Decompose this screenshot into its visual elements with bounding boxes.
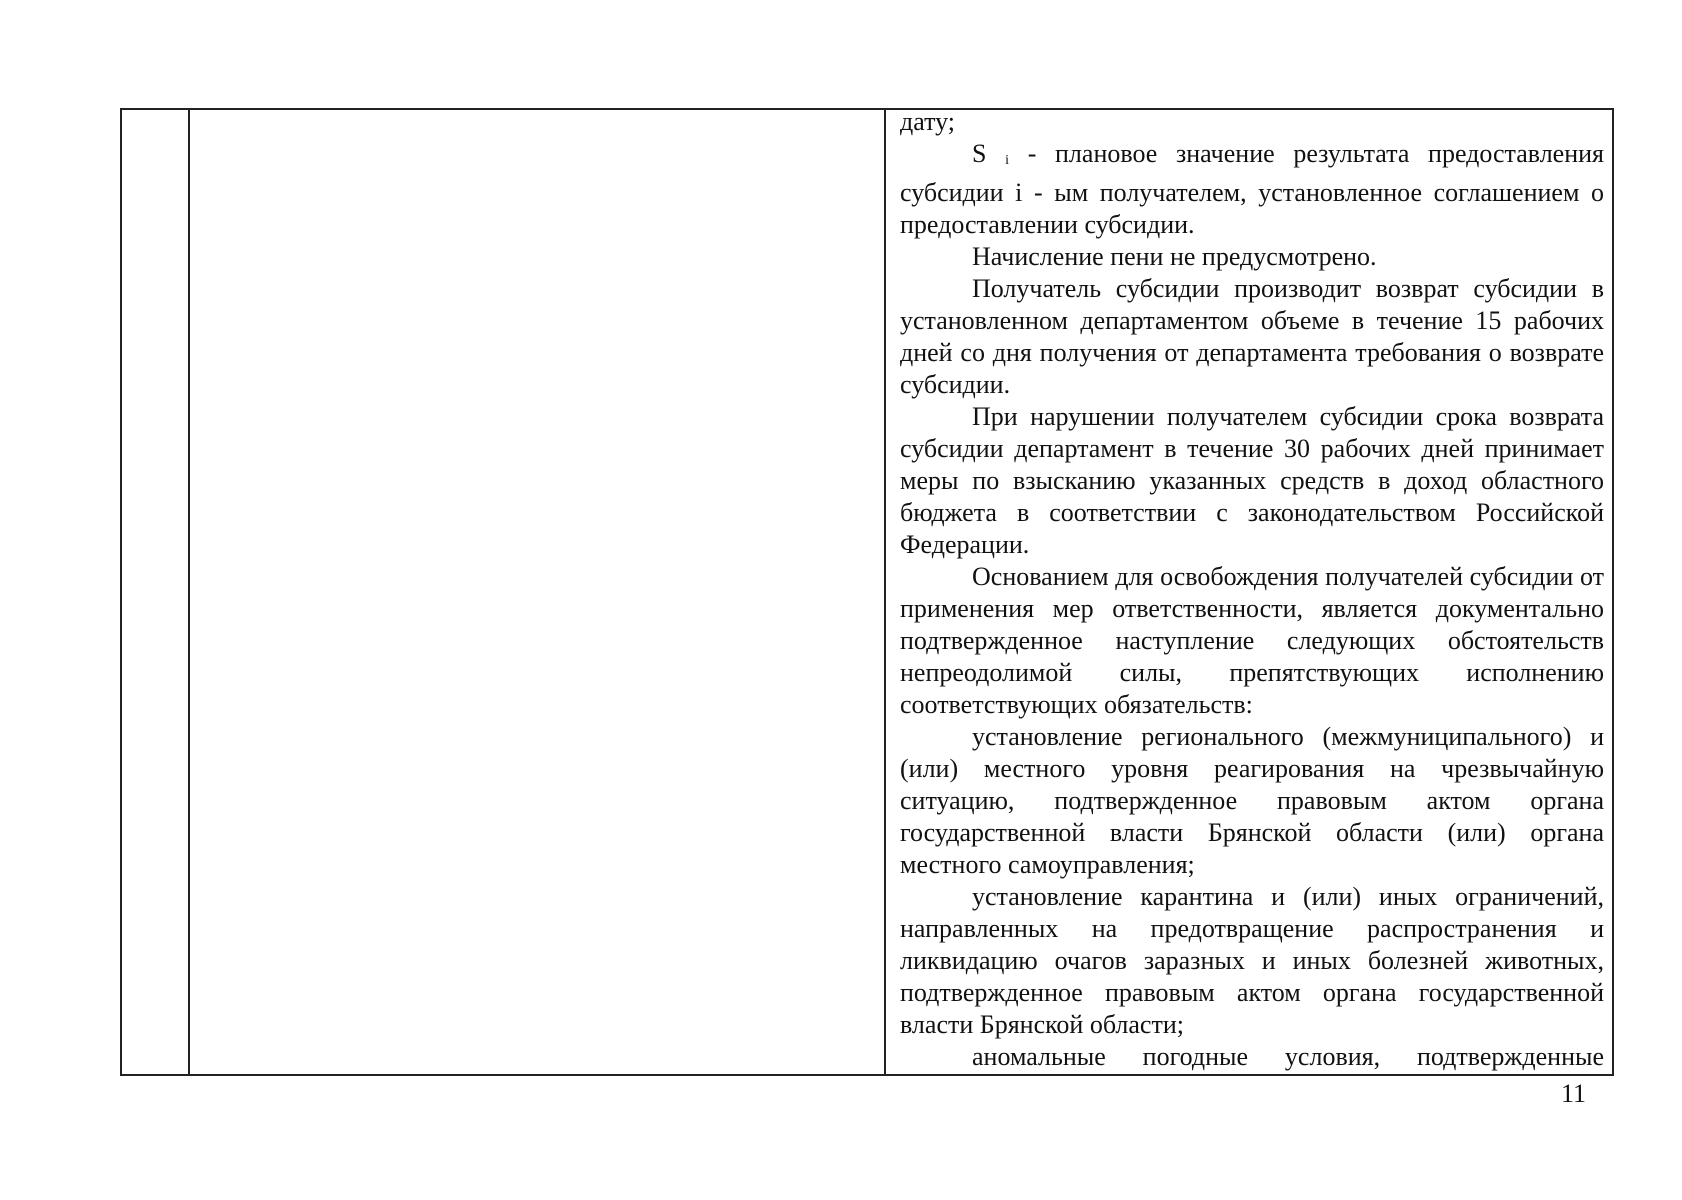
paragraph-exemption-basis: Основанием для освобождения получателей субсидии от применения мер ответственности, является документально подтвержденное наступление следующих обстоятельств непреодолимой силы, препятствующих исполнению соответствующих обязательств: bbox=[900, 562, 1604, 719]
page-number: 11 bbox=[1560, 1079, 1586, 1108]
text-cell bbox=[888, 106, 1604, 1074]
formula-symbol: S bbox=[972, 139, 987, 168]
paragraph-refund: Получатель субсидии производит возврат субсидии в установленном департаментом объеме в течение 15 рабочих дней со дня получения от департамента требования о возврате субсидии. bbox=[900, 274, 1604, 399]
paragraph-emergency: установление регионального (межмуниципального) и (или) местного уровня реагирования на чрезвычайную ситуацию, подтвержденное правовым актом органа государственной власти Брянской области (или) органа местного самоуправления; bbox=[900, 722, 1604, 879]
document-table bbox=[120, 108, 1614, 1076]
paragraph-weather: аномальные погодные условия, подтвержденные bbox=[972, 1042, 1604, 1071]
formula-subscript: i bbox=[1005, 153, 1010, 168]
table-column-divider-2 bbox=[884, 110, 886, 1074]
table-column-divider-1 bbox=[188, 110, 190, 1074]
paragraph-penalty: Начисление пени не предусмотрено. bbox=[972, 242, 1377, 271]
formula-description: - плановое значение результата предоставления субсидии i - ым получателем, установленное соглашением о предоставлении субсидии. bbox=[900, 139, 1604, 239]
paragraph-quarantine: установление карантина и (или) иных ограничений, направленных на предотвращение распространения и ликвидацию очагов заразных и иных болезней животных, подтвержденное правовым актом органа государственной власти Брянской области; bbox=[900, 882, 1604, 1039]
paragraph-date: дату; bbox=[900, 107, 955, 136]
paragraph-violation: При нарушении получателем субсидии срока возврата субсидии департамент в течение 30 рабочих дней принимает меры по взысканию указанных средств в доход областного бюджета в соответствии с законодательством Российской Федерации. bbox=[900, 402, 1604, 559]
paragraph-planned-value bbox=[900, 138, 1604, 241]
